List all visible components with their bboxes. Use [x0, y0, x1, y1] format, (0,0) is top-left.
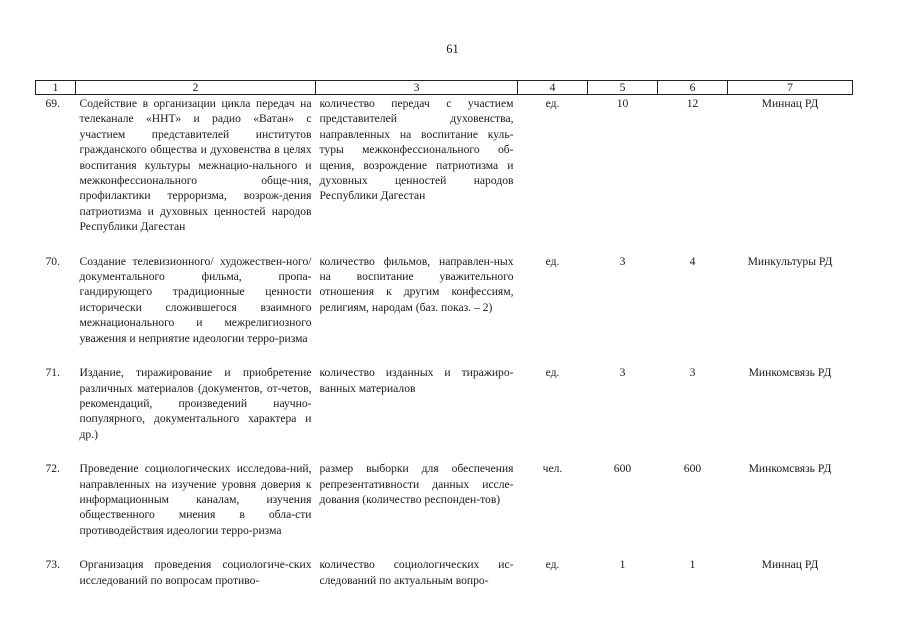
executor-cell: Миннац РД	[761, 97, 819, 110]
activity-cell: Организация проведения социологиче-ских исследований по вопросам противо-	[79, 558, 312, 587]
column-header: 2	[76, 81, 316, 95]
table-row	[36, 556, 853, 588]
executor-cell: Минкультуры РД	[747, 254, 833, 268]
column-header: 4	[518, 81, 588, 95]
column-header: 3	[316, 81, 518, 95]
value-cell: 4	[689, 254, 696, 268]
unit-cell: чел.	[542, 462, 563, 476]
table-row	[36, 253, 853, 346]
row-number: 69.	[45, 97, 60, 110]
activity-cell: Содействие в организации цикла передач на телеканале «ННТ» и радио «Ватан» с участием представителей институтов гражданского общества и духовенства в целях воспитания культуры межнацио-нального и межконфессионального обще-ния, профилактики терроризма, возрож-дения патриотизма и духовных ценностей народов Республики Дагестан	[79, 97, 312, 234]
value-cell: 3	[619, 366, 626, 380]
executor-cell: Миннац РД	[761, 558, 819, 572]
column-header: 6	[658, 81, 728, 95]
column-header: 5	[588, 81, 658, 95]
value-cell: 1	[689, 558, 696, 572]
activity-cell: Проведение социологических исследова-ний, направленных на изучение уровня доверия к информационным каналам, изучения общественного мнения в обла-сти противодействия идеологии терро-ризма	[79, 462, 312, 537]
row-number: 70.	[45, 254, 60, 268]
value-cell: 3	[689, 366, 696, 380]
column-header: 1	[36, 81, 76, 95]
column-number-header	[36, 81, 853, 95]
indicator-cell: размер выборки для обеспечения репрезентативности данных иссле-дования (количество респонден-тов)	[319, 462, 514, 506]
value-cell: 3	[619, 254, 626, 268]
column-header: 7	[728, 81, 853, 95]
unit-cell: ед.	[545, 254, 560, 268]
measures-table	[35, 80, 853, 588]
table-row	[36, 95, 853, 235]
indicator-cell: количество передач с участием представителей духовенства, направленных на воспитание куль-туры межконфессионального об-щения, возрождение патриотизма и духовных ценностей народов Республики Дагестан	[319, 97, 514, 203]
table-row	[36, 460, 853, 538]
page-number: 61	[446, 42, 459, 56]
indicator-cell: количество фильмов, направлен-ных на воспитание уважительного отношения к другим конфессиям, религиям, народам (баз. показ. – 2)	[319, 254, 514, 314]
executor-cell: Минкомсвязь РД	[748, 462, 832, 476]
value-cell: 12	[686, 97, 699, 110]
unit-cell: ед.	[545, 97, 560, 110]
row-number: 72.	[45, 462, 60, 476]
activity-cell: Издание, тиражирование и приобретение различных материалов (документов, от-четов, рекомендаций, произведений научно-популярного, документального характера и др.)	[79, 366, 312, 441]
value-cell: 1	[619, 558, 626, 572]
executor-cell: Минкомсвязь РД	[748, 366, 832, 380]
unit-cell: ед.	[545, 558, 560, 572]
indicator-cell: количество социологических ис-следований по актуальным вопро-	[319, 558, 514, 587]
value-cell: 10	[616, 97, 629, 110]
activity-cell: Создание телевизионного/ художествен-ного/ документального фильма, пропа-гандирующего традиционные ценности исторически сложившегося взаимного межнационального и межрелигиозного уважения и неприятие идеологии терро-ризма	[79, 254, 312, 345]
value-cell: 600	[613, 462, 632, 476]
row-number: 71.	[45, 366, 60, 380]
value-cell: 600	[683, 462, 702, 476]
table-row	[36, 364, 853, 442]
indicator-cell: количество изданных и тиражиро-ванных материалов	[319, 366, 514, 395]
row-number: 73.	[45, 558, 60, 572]
unit-cell: ед.	[545, 366, 560, 380]
